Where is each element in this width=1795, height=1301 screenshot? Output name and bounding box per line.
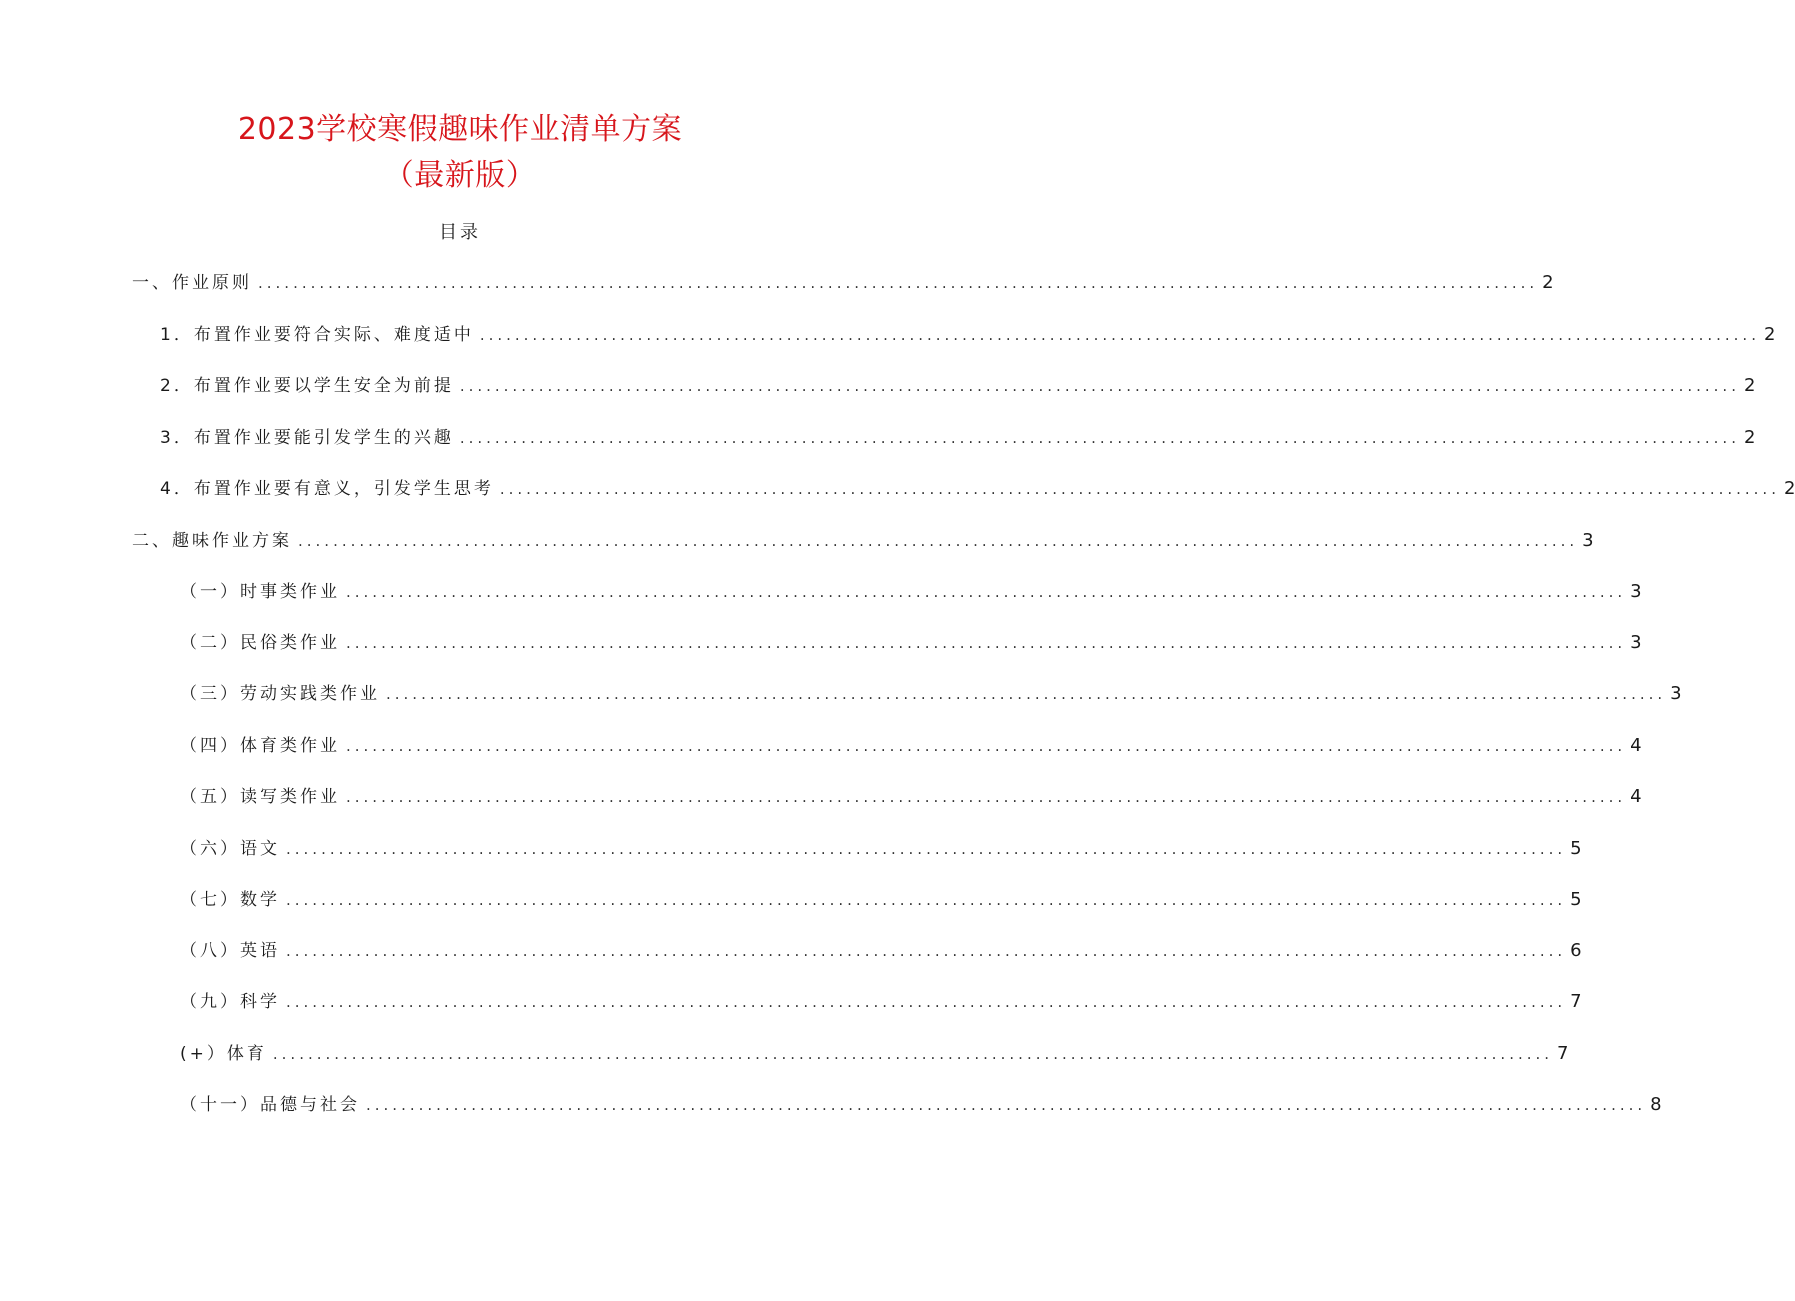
toc-leader-dots: .................................................................................................................................................. xyxy=(459,377,1740,395)
toc-entry-label: （七）数学 xyxy=(180,890,280,910)
toc-leader-dots: .................................................................................................................................................. xyxy=(346,737,1627,755)
toc-entry-page: 6 xyxy=(1570,940,1582,961)
toc-entry-label: （二）民俗类作业 xyxy=(180,633,340,653)
toc-entry-label: 2．布置作业要以学生安全为前提 xyxy=(160,376,454,396)
toc-entry-page: 3 xyxy=(1670,683,1682,704)
toc-entry[interactable] xyxy=(180,733,1642,759)
toc-entry[interactable] xyxy=(180,887,1582,913)
toc-entry-label: 1．布置作业要符合实际、难度适中 xyxy=(160,325,474,345)
toc-entry-label: （九）科学 xyxy=(180,992,280,1012)
toc-entry[interactable] xyxy=(132,528,1594,554)
toc-leader-dots: .................................................................................................................................................. xyxy=(479,326,1760,344)
toc-entry[interactable] xyxy=(160,373,1756,399)
toc-leader-dots: .................................................................................................................................................. xyxy=(366,1096,1647,1114)
toc-leader-dots: .................................................................................................................................................. xyxy=(286,891,1567,909)
toc-entry-page: 3 xyxy=(1630,581,1642,602)
toc-entry-label: 4．布置作业要有意义，引发学生思考 xyxy=(160,479,494,499)
toc-entry-page: 2 xyxy=(1783,478,1795,499)
toc-entry-page: 3 xyxy=(1630,632,1642,653)
toc-entry-label: （六）语文 xyxy=(180,839,280,859)
toc-entry-page: 5 xyxy=(1570,838,1582,859)
toc-entry-label: （三）劳动实践类作业 xyxy=(180,684,380,704)
toc-leader-dots: .................................................................................................................................................. xyxy=(298,532,1579,550)
toc-entry[interactable] xyxy=(180,1092,1662,1118)
toc-leader-dots: .................................................................................................................................................. xyxy=(272,1045,1554,1063)
toc-entry-label: （五）读写类作业 xyxy=(180,787,340,807)
toc-leader-dots: .................................................................................................................................................. xyxy=(386,685,1667,703)
toc-leader-dots: .................................................................................................................................................. xyxy=(499,480,1780,498)
toc-entry[interactable] xyxy=(160,322,1776,348)
toc-leader-dots: .................................................................................................................................................. xyxy=(258,274,1539,292)
toc-leader-dots: .................................................................................................................................................. xyxy=(459,429,1740,447)
toc-entry-page: 2 xyxy=(1763,324,1776,345)
toc-entry-page: 2 xyxy=(1743,375,1756,396)
document-subtitle: （最新版） xyxy=(383,158,537,193)
toc-entry-page: 5 xyxy=(1570,889,1582,910)
toc-entry[interactable] xyxy=(160,476,1795,502)
toc-entry[interactable] xyxy=(180,1041,1569,1067)
toc-entry-page: 8 xyxy=(1650,1094,1662,1115)
toc-entry[interactable] xyxy=(180,784,1642,810)
toc-heading: 目录 xyxy=(439,222,481,243)
toc-entry-label: （十一）品德与社会 xyxy=(180,1095,360,1115)
document-title: 2023学校寒假趣味作业清单方案 xyxy=(237,112,683,147)
toc-entry[interactable] xyxy=(180,938,1582,964)
toc-entry-label: 二、趣味作业方案 xyxy=(132,531,292,551)
toc-entry[interactable] xyxy=(180,579,1642,605)
toc-entry-page: 4 xyxy=(1630,786,1642,807)
toc-leader-dots: .................................................................................................................................................. xyxy=(346,634,1627,652)
toc-leader-dots: .................................................................................................................................................. xyxy=(286,942,1567,960)
toc-entry-page: 2 xyxy=(1542,272,1554,293)
toc-entry-label: (+）体育 xyxy=(180,1044,267,1064)
toc-entry[interactable] xyxy=(132,270,1554,296)
toc-entry-page: 3 xyxy=(1582,530,1594,551)
toc-entry[interactable] xyxy=(180,681,1682,707)
toc-entry[interactable] xyxy=(180,630,1642,656)
toc-leader-dots: .................................................................................................................................................. xyxy=(346,788,1627,806)
toc-entry-page: 7 xyxy=(1570,991,1582,1012)
toc-entry-label: 3．布置作业要能引发学生的兴趣 xyxy=(160,428,454,448)
toc-entry-label: 一、作业原则 xyxy=(132,273,252,293)
toc-entry-label: （八）英语 xyxy=(180,941,280,961)
toc-entry-label: （四）体育类作业 xyxy=(180,736,340,756)
toc-leader-dots: .................................................................................................................................................. xyxy=(286,993,1567,1011)
toc-entry-page: 4 xyxy=(1630,735,1642,756)
toc-entry-label: （一）时事类作业 xyxy=(180,582,340,602)
toc-entry[interactable] xyxy=(180,989,1582,1015)
toc-entry-page: 2 xyxy=(1743,427,1756,448)
toc-leader-dots: .................................................................................................................................................. xyxy=(286,840,1567,858)
toc-entry[interactable] xyxy=(180,836,1582,862)
toc-leader-dots: .................................................................................................................................................. xyxy=(346,583,1627,601)
toc-entry[interactable] xyxy=(160,425,1756,451)
toc-entry-page: 7 xyxy=(1557,1043,1569,1064)
